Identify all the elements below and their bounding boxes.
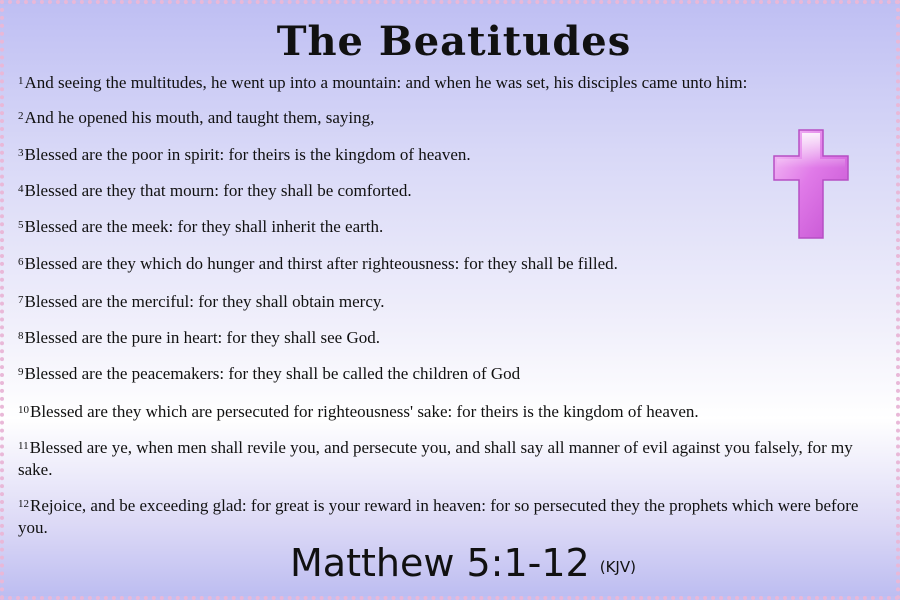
verse-3	[18, 142, 471, 166]
verse-text: Blessed are ye, when men shall revile you, and persecute you, and shall say all manner of evil against you falsely, for my sake.	[18, 438, 853, 479]
verse-text: Blessed are they which do hunger and thirst after righteousness: for they shall be filled.	[24, 254, 618, 273]
page-title: The Beatitudes	[276, 18, 632, 65]
reference-text: Matthew 5:1-12	[290, 541, 590, 585]
verse-text: And seeing the multitudes, he went up into a mountain: and when he was set, his disciples came unto him:	[24, 73, 748, 92]
verse-text: Blessed are the merciful: for they shall obtain mercy.	[24, 292, 385, 311]
verse-7	[18, 289, 385, 313]
verse-number: 10	[18, 404, 29, 416]
verse-11	[18, 435, 878, 481]
verse-2	[18, 105, 374, 129]
verse-5	[18, 214, 383, 238]
verse-4	[18, 178, 412, 202]
verse-number: 5	[18, 219, 24, 231]
verse-number: 3	[18, 147, 24, 159]
verse-number: 4	[18, 183, 24, 195]
verse-number: 12	[18, 498, 29, 510]
verse-text: Blessed are the meek: for they shall inherit the earth.	[24, 217, 384, 236]
verse-number: 8	[18, 330, 24, 342]
verse-9	[18, 361, 520, 385]
verse-12	[18, 493, 878, 539]
verse-number: 2	[18, 110, 24, 122]
verse-6	[18, 251, 618, 275]
verse-text: Blessed are the peacemakers: for they shall be called the children of God	[24, 364, 521, 383]
verse-number: 9	[18, 366, 24, 378]
verse-text: Blessed are they which are persecuted for righteousness' sake: for theirs is the kingdom of heaven.	[30, 402, 699, 421]
verse-1	[18, 70, 747, 94]
version-label: (KJV)	[599, 558, 636, 576]
verse-text: Blessed are they that mourn: for they shall be comforted.	[24, 181, 412, 200]
verse-text: Rejoice, and be exceeding glad: for great is your reward in heaven: for so persecuted they the prophets which were before you.	[18, 496, 859, 537]
verse-8	[18, 325, 380, 349]
verse-10	[18, 399, 699, 423]
verse-number: 11	[18, 440, 29, 452]
verse-number: 6	[18, 256, 24, 268]
scripture-reference	[290, 539, 636, 591]
verse-number: 7	[18, 294, 24, 306]
verse-text: And he opened his mouth, and taught them, saying,	[24, 108, 375, 127]
verse-text: Blessed are the pure in heart: for they shall see God.	[24, 328, 380, 347]
verse-text: Blessed are the poor in spirit: for theirs is the kingdom of heaven.	[24, 145, 471, 164]
cross-icon	[772, 128, 850, 240]
verse-number: 1	[18, 75, 24, 87]
